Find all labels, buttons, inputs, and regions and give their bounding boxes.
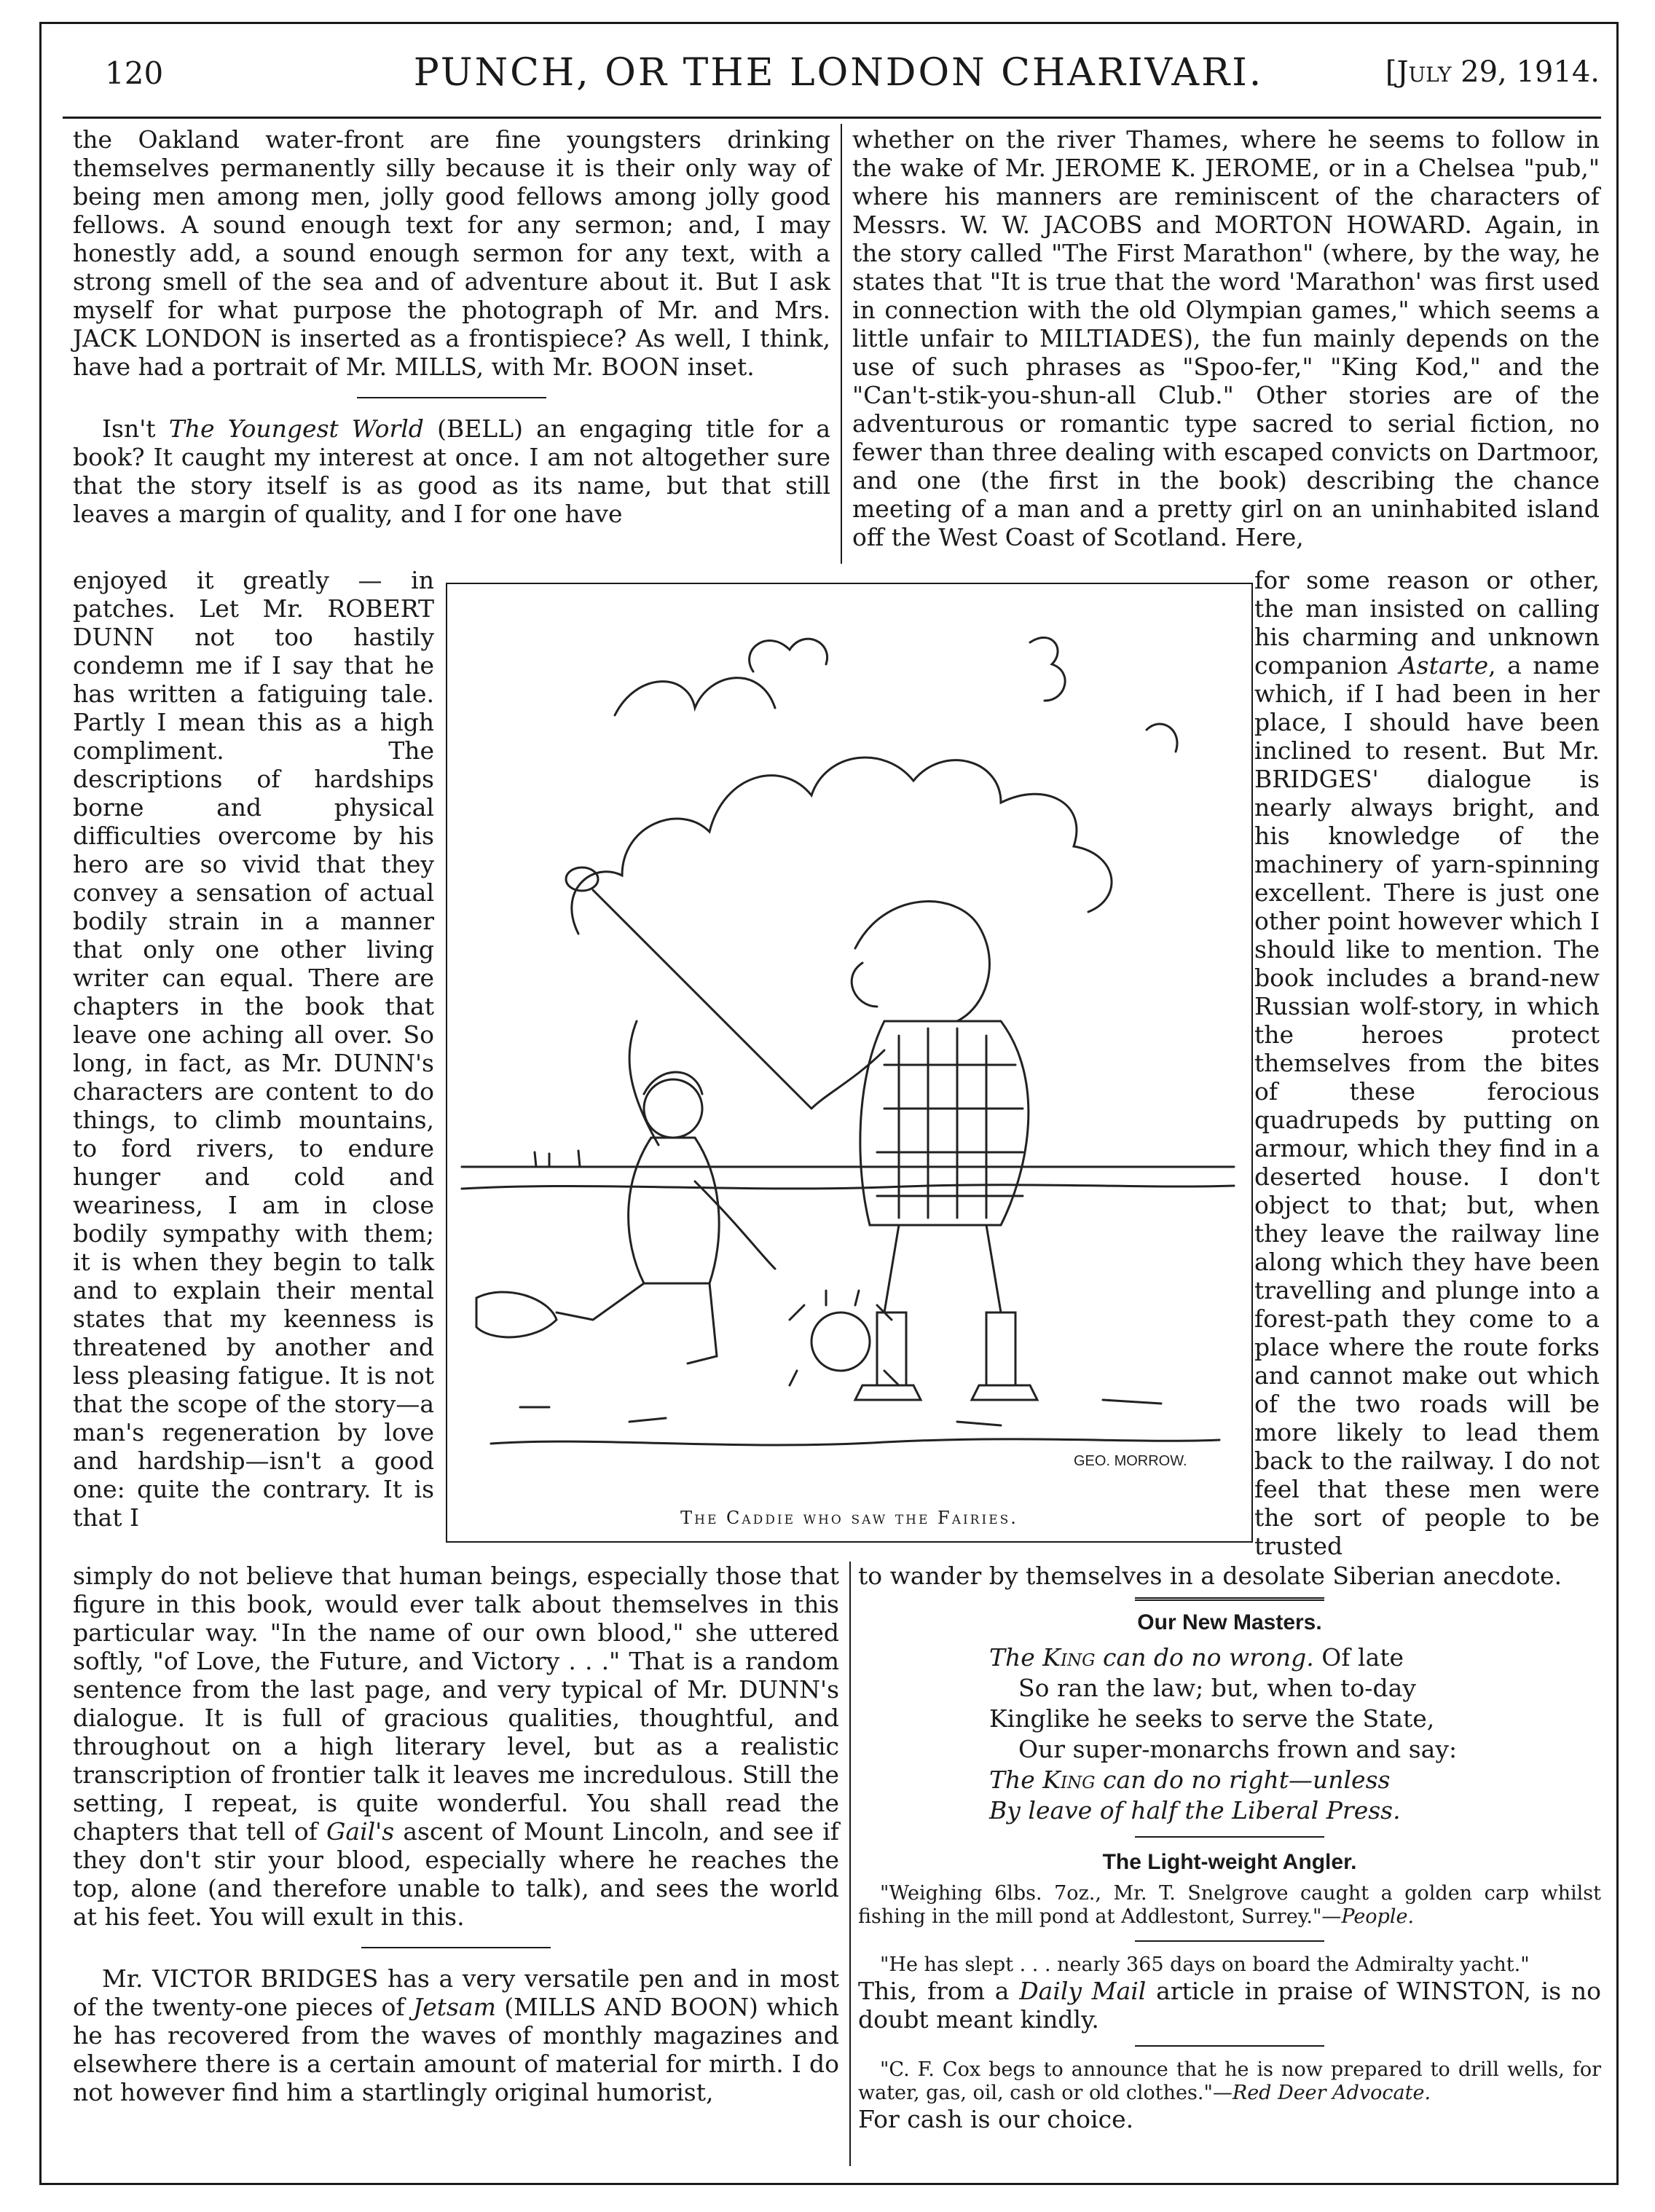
- golf-cartoon-drawing: [447, 584, 1251, 1502]
- page-number: 120: [105, 55, 164, 91]
- header-rule: [63, 117, 1601, 119]
- section-separator: [1135, 1940, 1324, 1942]
- poem-line: The King can do no right—unless: [989, 1766, 1391, 1794]
- admiralty-quote: "He has slept . . . nearly 365 days on board the Admiralty yacht.": [880, 1953, 1530, 1976]
- admiralty-comment: This, from a Daily Mail article in praise of WINSTON, is no doubt meant kindly.: [858, 1977, 1601, 2034]
- review-paragraph: the Oakland water-front are fine youngsters drinking themselves permanently silly because it is their only way of being men among men, jolly good fellows among jolly good fellows. A sound enough text for any sermon; and, I may honestly add, a sound enough sermon for any text, with a strong smell of the sea and of adventure about it. But I ask myself for what purpose the photograph of Mr. and Mrs. JACK LONDON is inserted as a frontispiece? As well, I think, have had a portrait of Mr. MILLS, with Mr. BOON inset.: [73, 125, 830, 381]
- running-header: [63, 51, 1614, 109]
- review-paragraph-end: to wander by themselves in a desolate Siberian anecdote.: [858, 1562, 1562, 1590]
- issue-date: [July 29, 1914.: [1385, 55, 1600, 89]
- column-divider-top: [841, 124, 842, 564]
- section-separator: [1135, 1836, 1324, 1838]
- review-column-right-bottom: [858, 1562, 1601, 2133]
- section-separator: [357, 397, 546, 398]
- angler-quote: "Weighing 6lbs. 7oz., Mr. T. Snelgrove caught a golden carp whilst fishing in the mill pond at Addlestont, Surrey."—People.: [858, 1882, 1601, 1928]
- angler-title: The Light-weight Angler.: [1102, 1850, 1357, 1874]
- cox-quote: "C. F. Cox begs to announce that he is now prepared to drill wells, for water, gas, oil, cash or old clothes."—Red Deer Advocate.: [858, 2058, 1601, 2104]
- cox-comment: For cash is our choice.: [858, 2105, 1134, 2133]
- review-column-left-bottom: [73, 1562, 839, 2106]
- poem-title: Our New Masters.: [1137, 1610, 1322, 1634]
- poem-body: [858, 1642, 1601, 1826]
- review-column-left-top: [73, 125, 830, 528]
- poem-line: Kinglike he seeks to serve the State,: [989, 1704, 1435, 1733]
- poem-line: So ran the law; but, when to-day: [1018, 1674, 1416, 1702]
- cartoon-illustration: [446, 583, 1253, 1543]
- magazine-title: PUNCH, OR THE LONDON CHARIVARI.: [413, 51, 1264, 95]
- review-paragraph-jetsam: Mr. VICTOR BRIDGES has a very versatile pen and in most of the twenty-one pieces of Jetsam (MILLS AND BOON) which he has recovered from the waves of monthly magazines and elsewhere there is a certain amount of material for mirth. I do not however find him a startlingly original humorist,: [73, 1964, 839, 2106]
- column-divider-bottom: [849, 1562, 851, 2166]
- review-paragraph-youngest-world: Isn't The Youngest World (BELL) an engaging title for a book? It caught my interest at once. I am not altogether sure that the story itself is as good as its name, but that still leaves a margin of quality, and I for one have: [73, 414, 830, 528]
- poem-line: The King can do no wrong. Of late: [989, 1643, 1404, 1672]
- review-paragraph: whether on the river Thames, where he seems to follow in the wake of Mr. JEROME K. JEROME, or in a Chelsea "pub," where his manners are reminiscent of the characters of Messrs. W. W. JACOBS and MORTON HOWARD. Again, in the story called "The First Marathon" (where, by the way, he states that "It is true that the word 'Marathon' was first used in connection with the old Olympian games," which seems a little unfair to MILTIADES), the fun mainly depends on the use of such phrases as "Spoo-fer," "King Kod," and the "Can't-stik-you-shun-all Club." Other stories are of the adventurous or romantic type sacred to serial fiction, no fewer than three dealing with escaped convicts on Dartmoor, and one (the first in the book) describing the chance meeting of a man and a pretty girl on an uninhabited island off the West Coast of Scotland. Here,: [852, 125, 1600, 551]
- review-column-right-narrow: [1254, 566, 1600, 1560]
- poem-line: Our super-monarchs frown and say:: [1018, 1735, 1458, 1763]
- review-paragraph: for some reason or other, the man insisted on calling his charming and unknown companion Astarte, a name which, if I had been in her place, I should have been inclined to resent. But Mr. BRIDGES' dialogue is nearly always bright, and his knowledge of the machinery of yarn-spinning excellent. There is just one other point however which I should like to mention. The book includes a brand-new Russian wolf-story, in which the heroes protect themselves from the bites of these ferocious quadrupeds by putting on armour, which they find in a deserted house. I don't object to that; but, when they leave the railway line along which they have been travelling and plunge into a forest-path they come to a place where the route forks and cannot make out which of the two roads will be more likely to lead them back to the railway. I do not feel that these men were the sort of people to be trusted: [1254, 566, 1600, 1560]
- section-separator: [361, 1947, 551, 1948]
- review-column-left-narrow: [73, 566, 434, 1532]
- artist-signature: GEO. MORROW.: [1074, 1453, 1187, 1469]
- section-separator: [1135, 2045, 1324, 2047]
- review-column-right-top: [852, 125, 1600, 551]
- illustration-caption: The Caddie who saw the Fairies.: [680, 1508, 1018, 1528]
- review-paragraph: simply do not believe that human beings, especially those that figure in this book, would ever talk about themselves in this particular way. "In the name of our own blood," she uttered softly, "of Love, the Future, and Victory . . ." That is a random sentence from the last page, and very typical of Mr. DUNN's dialogue. It is full of gracious qualities, thoughtful, and throughout on a high literary level, but as a realistic transcription of frontier talk it leaves me incredulous. Still the setting, I repeat, is quite wonderful. You shall read the chapters that tell of Gail's ascent of Mount Lincoln, and see if they don't stir your blood, especially where he reaches the top, alone (and therefore unable to talk), and sees the world at his feet. You will exult in this.: [73, 1562, 839, 1931]
- poem-line: By leave of half the Liberal Press.: [989, 1796, 1401, 1825]
- section-separator: [1135, 1597, 1324, 1601]
- review-paragraph: enjoyed it greatly — in patches. Let Mr. ROBERT DUNN not too hastily condemn me if I say that he has written a fatiguing tale. Partly I mean this as a high compliment. The descriptions of hardships borne and physical difficulties overcome by his hero are so vivid that they convey a sensation of actual bodily strain in a manner that only one other living writer can equal. There are chapters in the book that leave one aching all over. So long, in fact, as Mr. DUNN's characters are content to do things, to climb mountains, to ford rivers, to endure hunger and cold and weariness, I am in close bodily sympathy with them; it is when they begin to talk and to explain their mental states that my keenness is threatened by another and less pleasing fatigue. It is not that the scope of the story—a man's regeneration by love and hardship—isn't a good one: quite the contrary. It is that I: [73, 566, 434, 1532]
